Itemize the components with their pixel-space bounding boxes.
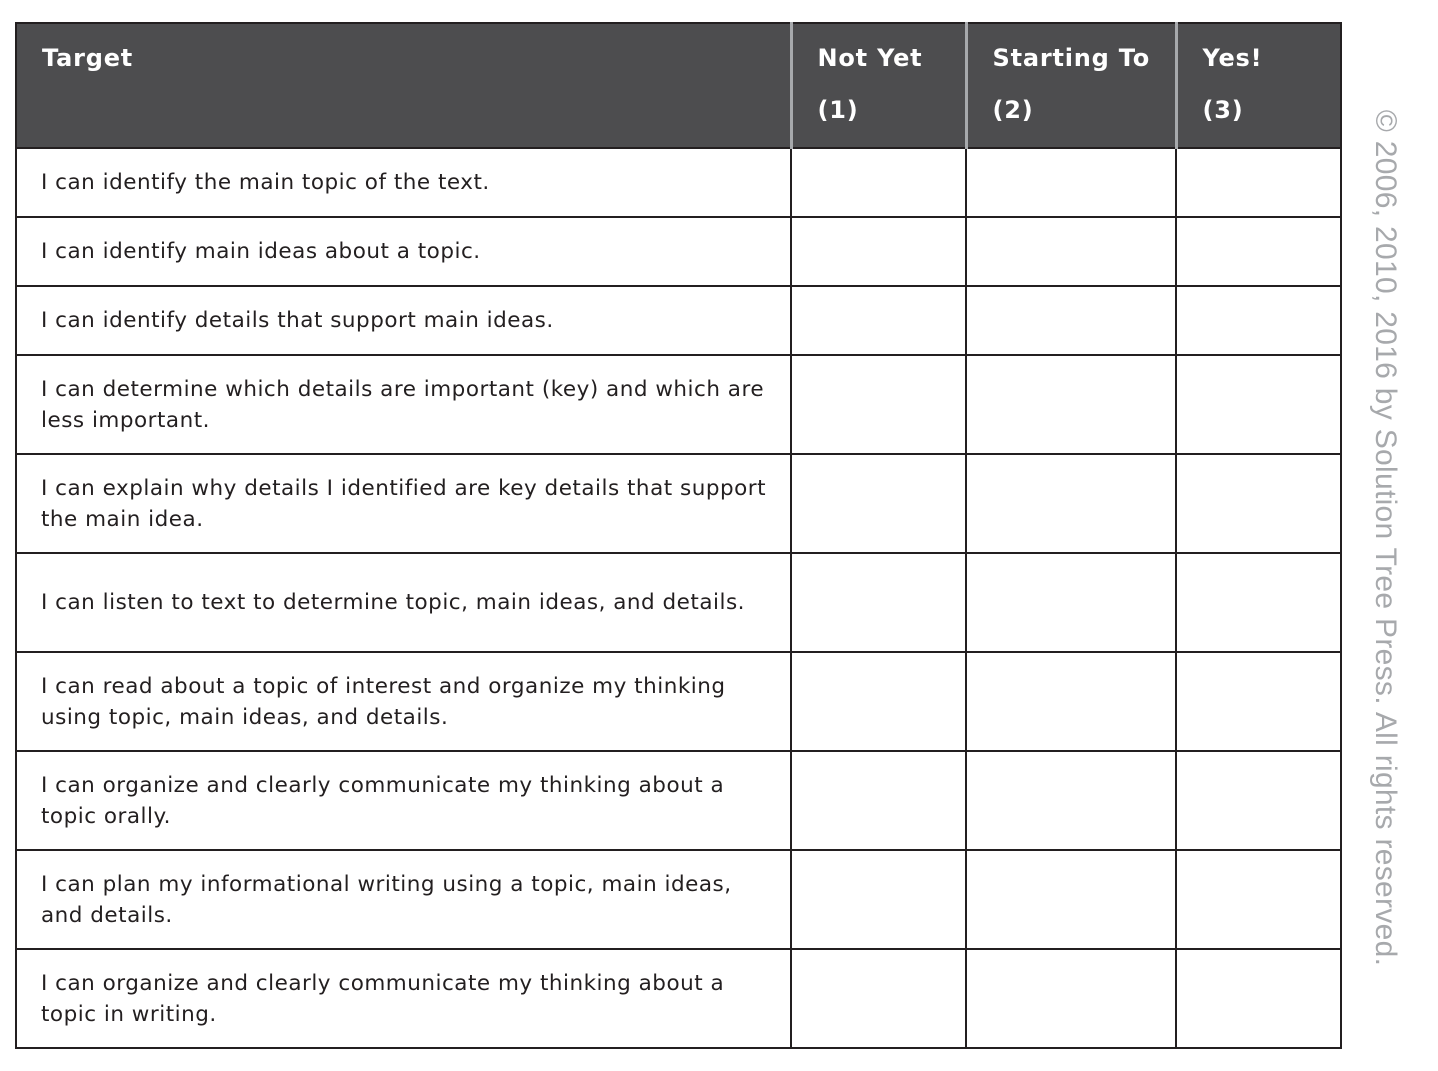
yes-cell[interactable]	[1176, 355, 1341, 454]
not-yet-cell[interactable]	[791, 652, 966, 751]
table-row	[16, 217, 1341, 286]
table-row	[16, 751, 1341, 850]
yes-cell[interactable]	[1176, 286, 1341, 355]
starting-to-cell[interactable]	[966, 148, 1176, 217]
not-yet-cell[interactable]	[791, 949, 966, 1048]
starting-to-cell[interactable]	[966, 751, 1176, 850]
not-yet-cell[interactable]	[791, 850, 966, 949]
yes-cell[interactable]	[1176, 454, 1341, 553]
header-starting-to	[966, 23, 1176, 148]
not-yet-cell[interactable]	[791, 553, 966, 652]
not-yet-cell[interactable]	[791, 454, 966, 553]
table-row	[16, 454, 1341, 553]
target-cell: I can identify details that support main ideas.	[16, 286, 791, 355]
starting-to-cell[interactable]	[966, 652, 1176, 751]
header-starting-to-score: (2)	[992, 96, 1034, 124]
yes-cell[interactable]	[1176, 850, 1341, 949]
target-cell: I can organize and clearly communicate my thinking about a topic orally.	[16, 751, 791, 850]
header-not-yet-score: (1)	[817, 96, 859, 124]
starting-to-cell[interactable]	[966, 949, 1176, 1048]
header-not-yet	[791, 23, 966, 148]
table-row	[16, 652, 1341, 751]
not-yet-cell[interactable]	[791, 286, 966, 355]
header-target-label: Target	[42, 44, 134, 72]
target-cell: I can determine which details are important (key) and which are less important.	[16, 355, 791, 454]
target-cell: I can plan my informational writing using a topic, main ideas, and details.	[16, 850, 791, 949]
target-cell: I can read about a topic of interest and organize my thinking using topic, main ideas, and details.	[16, 652, 791, 751]
header-not-yet-label: Not Yet	[817, 44, 923, 72]
starting-to-cell[interactable]	[966, 286, 1176, 355]
table-row	[16, 850, 1341, 949]
target-cell: I can listen to text to determine topic, main ideas, and details.	[16, 553, 791, 652]
header-row	[16, 23, 1341, 148]
header-target	[16, 23, 791, 148]
header-starting-to-label: Starting To	[992, 44, 1151, 72]
yes-cell[interactable]	[1176, 553, 1341, 652]
table-row	[16, 286, 1341, 355]
target-cell: I can identify main ideas about a topic.	[16, 217, 791, 286]
starting-to-cell[interactable]	[966, 355, 1176, 454]
yes-cell[interactable]	[1176, 652, 1341, 751]
yes-cell[interactable]	[1176, 949, 1341, 1048]
target-cell: I can identify the main topic of the text.	[16, 148, 791, 217]
table-row	[16, 148, 1341, 217]
header-yes-label: Yes!	[1202, 44, 1263, 72]
not-yet-cell[interactable]	[791, 751, 966, 850]
table-row	[16, 355, 1341, 454]
table-row	[16, 949, 1341, 1048]
header-yes	[1176, 23, 1341, 148]
yes-cell[interactable]	[1176, 217, 1341, 286]
not-yet-cell[interactable]	[791, 148, 966, 217]
self-assessment-table	[15, 22, 1342, 1049]
starting-to-cell[interactable]	[966, 217, 1176, 286]
header-yes-score: (3)	[1202, 96, 1244, 124]
starting-to-cell[interactable]	[966, 850, 1176, 949]
starting-to-cell[interactable]	[966, 553, 1176, 652]
target-cell: I can organize and clearly communicate my thinking about a topic in writing.	[16, 949, 791, 1048]
copyright-notice: © 2006, 2010, 2016 by Solution Tree Press. All rights reserved.	[1369, 109, 1402, 967]
yes-cell[interactable]	[1176, 148, 1341, 217]
not-yet-cell[interactable]	[791, 217, 966, 286]
yes-cell[interactable]	[1176, 751, 1341, 850]
table-row	[16, 553, 1341, 652]
target-cell: I can explain why details I identified are key details that support the main idea.	[16, 454, 791, 553]
not-yet-cell[interactable]	[791, 355, 966, 454]
starting-to-cell[interactable]	[966, 454, 1176, 553]
